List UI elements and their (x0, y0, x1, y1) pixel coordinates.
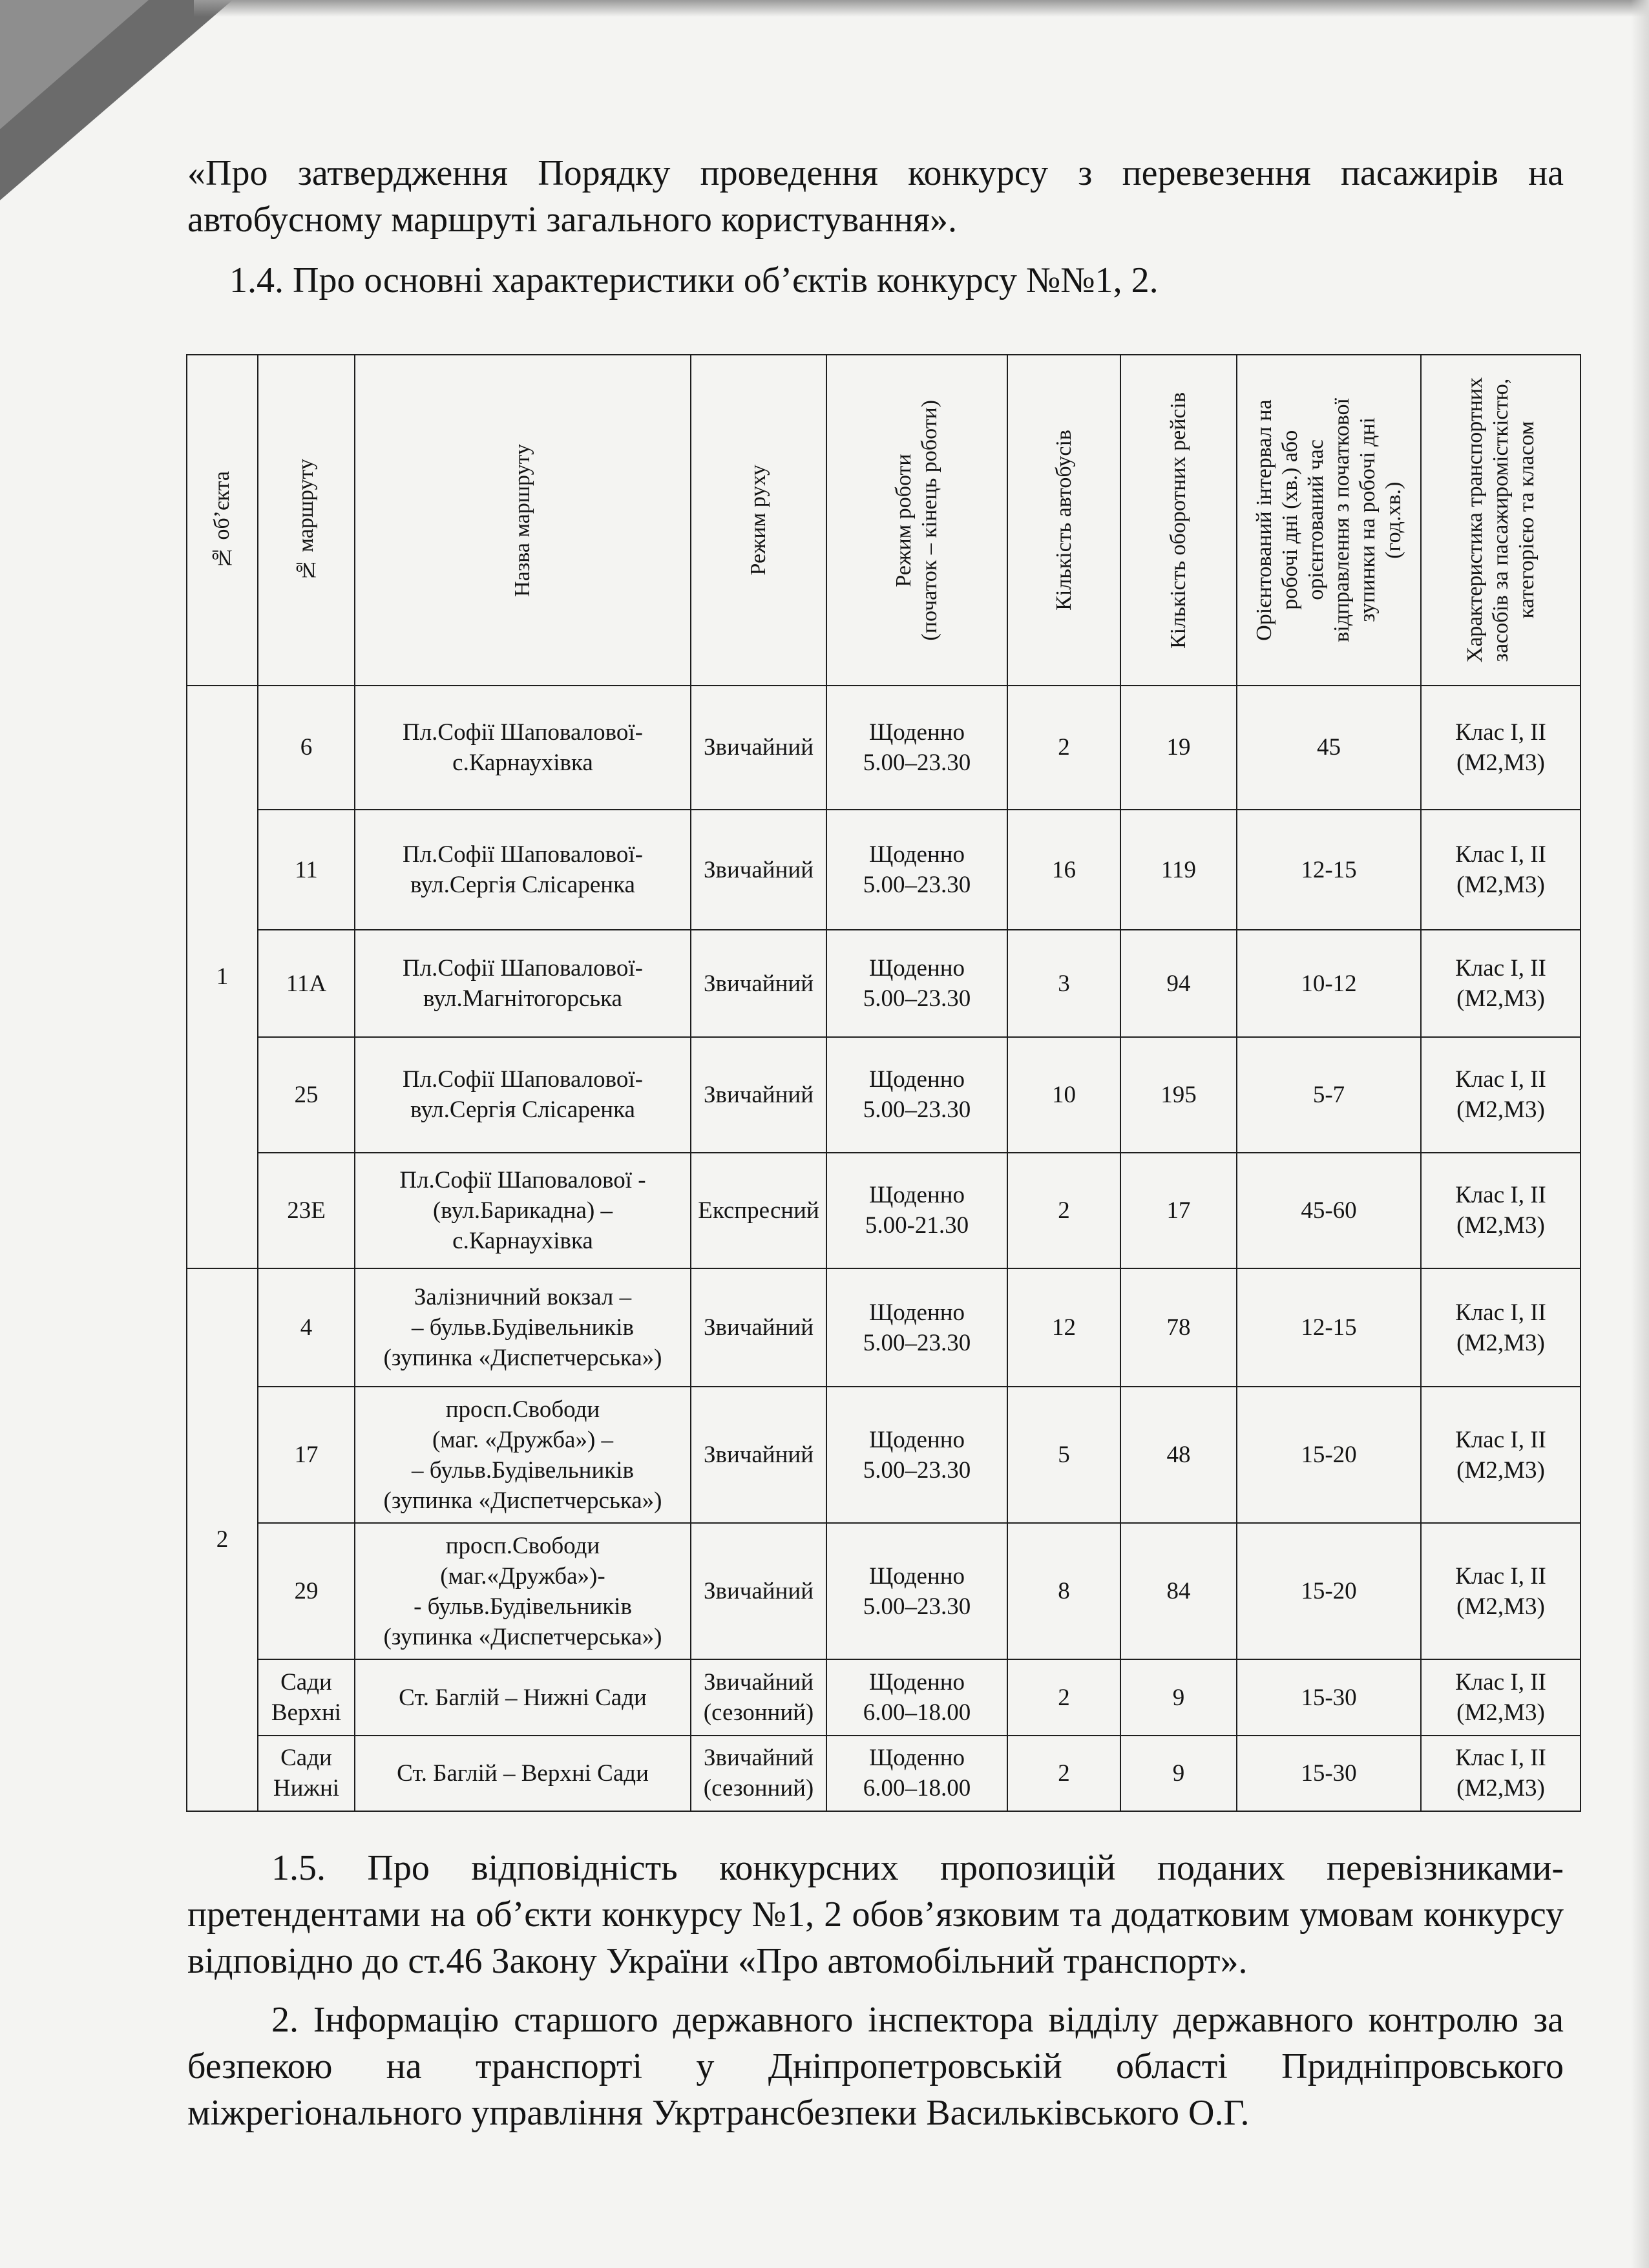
interval-cell: 15-30 (1237, 1659, 1421, 1735)
bus-count-cell: 10 (1007, 1037, 1120, 1153)
traffic-mode-cell: Звичайний (691, 1523, 826, 1659)
traffic-mode-cell: Звичайний (сезонний) (691, 1659, 826, 1735)
scan-top-shadow (194, 0, 1649, 17)
table-row (187, 1037, 1581, 1153)
traffic-mode-cell: Звичайний (691, 1037, 826, 1153)
column-header-7 (1237, 355, 1421, 686)
bus-count-cell: 2 (1007, 1736, 1120, 1811)
trip-count-cell: 195 (1120, 1037, 1237, 1153)
column-header-2 (355, 355, 691, 686)
schedule-cell: Щоденно 5.00–23.30 (826, 1387, 1007, 1523)
traffic-mode-cell: Звичайний (691, 1268, 826, 1387)
route-number-cell: 17 (258, 1387, 355, 1523)
column-header-1 (258, 355, 355, 686)
trip-count-cell: 9 (1120, 1736, 1237, 1811)
vehicle-class-cell: Клас І, ІІ (М2,М3) (1421, 1268, 1581, 1387)
bus-count-cell: 5 (1007, 1387, 1120, 1523)
column-header-text: Режим руху (746, 465, 770, 576)
column-header-4 (826, 355, 1007, 686)
traffic-mode-cell: Експресний (691, 1153, 826, 1268)
interval-cell: 12-15 (1237, 1268, 1421, 1387)
route-number-cell: 11 (258, 810, 355, 930)
route-number-cell: 29 (258, 1523, 355, 1659)
trip-count-cell: 48 (1120, 1387, 1237, 1523)
interval-cell: 15-30 (1237, 1736, 1421, 1811)
route-name-cell: Залізничний вокзал – – бульв.Будівельників (зупинка «Диспетчерська») (355, 1268, 691, 1387)
route-name-cell: Пл.Софії Шаповалової - (вул.Барикадна) – с.Карнаухівка (355, 1153, 691, 1268)
traffic-mode-cell: Звичайний (691, 810, 826, 930)
column-header-text: Кількість автобусів (1051, 430, 1076, 611)
route-name-cell: Ст. Баглій – Верхні Сади (355, 1736, 691, 1811)
trip-count-cell: 19 (1120, 686, 1237, 810)
paragraph-2 (187, 1997, 1564, 2136)
interval-cell: 10-12 (1237, 930, 1421, 1036)
vehicle-class-cell: Клас І, ІІ (М2,М3) (1421, 1037, 1581, 1153)
schedule-cell: Щоденно 6.00–18.00 (826, 1736, 1007, 1811)
traffic-mode-cell: Звичайний (691, 686, 826, 810)
column-header-0 (187, 355, 258, 686)
route-name-cell: Пл.Софії Шаповалової- вул.Сергія Слісаренка (355, 1037, 691, 1153)
table-row (187, 1387, 1581, 1523)
table-row (187, 930, 1581, 1036)
route-number-cell: 4 (258, 1268, 355, 1387)
schedule-cell: Щоденно 5.00–23.30 (826, 1268, 1007, 1387)
table-row (187, 1268, 1581, 1387)
bus-count-cell: 2 (1007, 1153, 1120, 1268)
schedule-cell: Щоденно 5.00–23.30 (826, 930, 1007, 1036)
vehicle-class-cell: Клас І, ІІ (М2,М3) (1421, 1523, 1581, 1659)
schedule-cell: Щоденно 5.00–23.30 (826, 810, 1007, 930)
intro-paragraph: «Про затвердження Порядку проведення конкурсу з перевезення пасажирів на автобусному маршруті загального користування». (187, 153, 1564, 240)
column-header-3 (691, 355, 826, 686)
column-header-8 (1421, 355, 1581, 686)
bus-count-cell: 3 (1007, 930, 1120, 1036)
vehicle-class-cell: Клас І, ІІ (М2,М3) (1421, 1736, 1581, 1811)
bus-count-cell: 12 (1007, 1268, 1120, 1387)
interval-cell: 12-15 (1237, 810, 1421, 930)
column-header-6 (1120, 355, 1237, 686)
scan-right-edge (1631, 0, 1649, 2268)
vehicle-class-cell: Клас І, ІІ (М2,М3) (1421, 1153, 1581, 1268)
vehicle-class-cell: Клас І, ІІ (М2,М3) (1421, 686, 1581, 810)
object-number-cell: 1 (187, 686, 258, 1268)
trip-count-cell: 17 (1120, 1153, 1237, 1268)
table-row (187, 1736, 1581, 1811)
route-number-cell: 25 (258, 1037, 355, 1153)
page-fold-shadow (0, 0, 149, 129)
routes-table (186, 354, 1581, 1812)
bus-count-cell: 8 (1007, 1523, 1120, 1659)
table-row (187, 686, 1581, 810)
bus-count-cell: 16 (1007, 810, 1120, 930)
trip-count-cell: 78 (1120, 1268, 1237, 1387)
schedule-cell: Щоденно 5.00–23.30 (826, 1037, 1007, 1153)
paragraph-2-text: 2. Інформацію старшого державного інспектора відділу державного контролю за безпекою на транспорті у Дніпропетровській області Придніпровського міжрегіонального управління Укртрансбезпеки Васильківського О.Г. (187, 2000, 1564, 2133)
column-header-text: Кількість оборотних рейсів (1166, 392, 1190, 649)
paragraph-1-5 (187, 1845, 1564, 1984)
section-heading: 1.4. Про основні характеристики об’єктів конкурсу №№1, 2. (229, 260, 1159, 300)
route-name-cell: Пл.Софії Шаповалової- с.Карнаухівка (355, 686, 691, 810)
vehicle-class-cell: Клас І, ІІ (М2,М3) (1421, 1659, 1581, 1735)
table-header-row (187, 355, 1581, 686)
column-header-text: Орієнтований інтервал на робочі дні (хв.) або орієнтований час відправлення з початкової зупинки на робочі дні (год.хв.) (1252, 398, 1405, 642)
column-header-text: № маршруту (294, 458, 318, 582)
traffic-mode-cell: Звичайний (691, 930, 826, 1036)
bus-count-cell: 2 (1007, 1659, 1120, 1735)
schedule-cell: Щоденно 6.00–18.00 (826, 1659, 1007, 1735)
table-row (187, 1659, 1581, 1735)
column-header-text: Назва маршруту (510, 443, 534, 597)
bus-count-cell: 2 (1007, 686, 1120, 810)
route-number-cell: 6 (258, 686, 355, 810)
trip-count-cell: 9 (1120, 1659, 1237, 1735)
table-row (187, 1153, 1581, 1268)
schedule-cell: Щоденно 5.00-21.30 (826, 1153, 1007, 1268)
table-row (187, 810, 1581, 930)
paragraph-1-5-text: 1.5. Про відповідність конкурсних пропозицій поданих перевізниками-претендентами на об’єкти конкурсу №1, 2 обов’язковим та додатковим умовам конкурсу відповідно до ст.46 Закону України «Про автомобільний транспорт». (187, 1848, 1564, 1981)
trip-count-cell: 119 (1120, 810, 1237, 930)
interval-cell: 5-7 (1237, 1037, 1421, 1153)
route-number-cell: Сади Верхні (258, 1659, 355, 1735)
route-name-cell: Пл.Софії Шаповалової- вул.Сергія Слісаренка (355, 810, 691, 930)
schedule-cell: Щоденно 5.00–23.30 (826, 686, 1007, 810)
vehicle-class-cell: Клас І, ІІ (М2,М3) (1421, 1387, 1581, 1523)
vehicle-class-cell: Клас І, ІІ (М2,М3) (1421, 930, 1581, 1036)
table-row (187, 1523, 1581, 1659)
interval-cell: 45-60 (1237, 1153, 1421, 1268)
route-number-cell: 23Е (258, 1153, 355, 1268)
route-name-cell: Пл.Софії Шаповалової- вул.Магнітогорська (355, 930, 691, 1036)
column-header-text: № об’єкта (210, 470, 234, 570)
column-header-text: Характеристика транспортних засобів за пасажиромісткістю, категорією та класом (1462, 377, 1539, 663)
route-name-cell: Ст. Баглій – Нижні Сади (355, 1659, 691, 1735)
route-number-cell: 11А (258, 930, 355, 1036)
trip-count-cell: 94 (1120, 930, 1237, 1036)
route-name-cell: просп.Свободи (маг.«Дружба»)- - бульв.Будівельників (зупинка «Диспетчерська») (355, 1523, 691, 1659)
route-number-cell: Сади Нижні (258, 1736, 355, 1811)
schedule-cell: Щоденно 5.00–23.30 (826, 1523, 1007, 1659)
traffic-mode-cell: Звичайний (сезонний) (691, 1736, 826, 1811)
vehicle-class-cell: Клас І, ІІ (М2,М3) (1421, 810, 1581, 930)
column-header-text: Режим роботи (початок – кінець роботи) (892, 399, 941, 641)
route-name-cell: просп.Свободи (маг. «Дружба») – – бульв.Будівельників (зупинка «Диспетчерська») (355, 1387, 691, 1523)
interval-cell: 45 (1237, 686, 1421, 810)
traffic-mode-cell: Звичайний (691, 1387, 826, 1523)
interval-cell: 15-20 (1237, 1387, 1421, 1523)
interval-cell: 15-20 (1237, 1523, 1421, 1659)
column-header-5 (1007, 355, 1120, 686)
object-number-cell: 2 (187, 1268, 258, 1811)
trip-count-cell: 84 (1120, 1523, 1237, 1659)
